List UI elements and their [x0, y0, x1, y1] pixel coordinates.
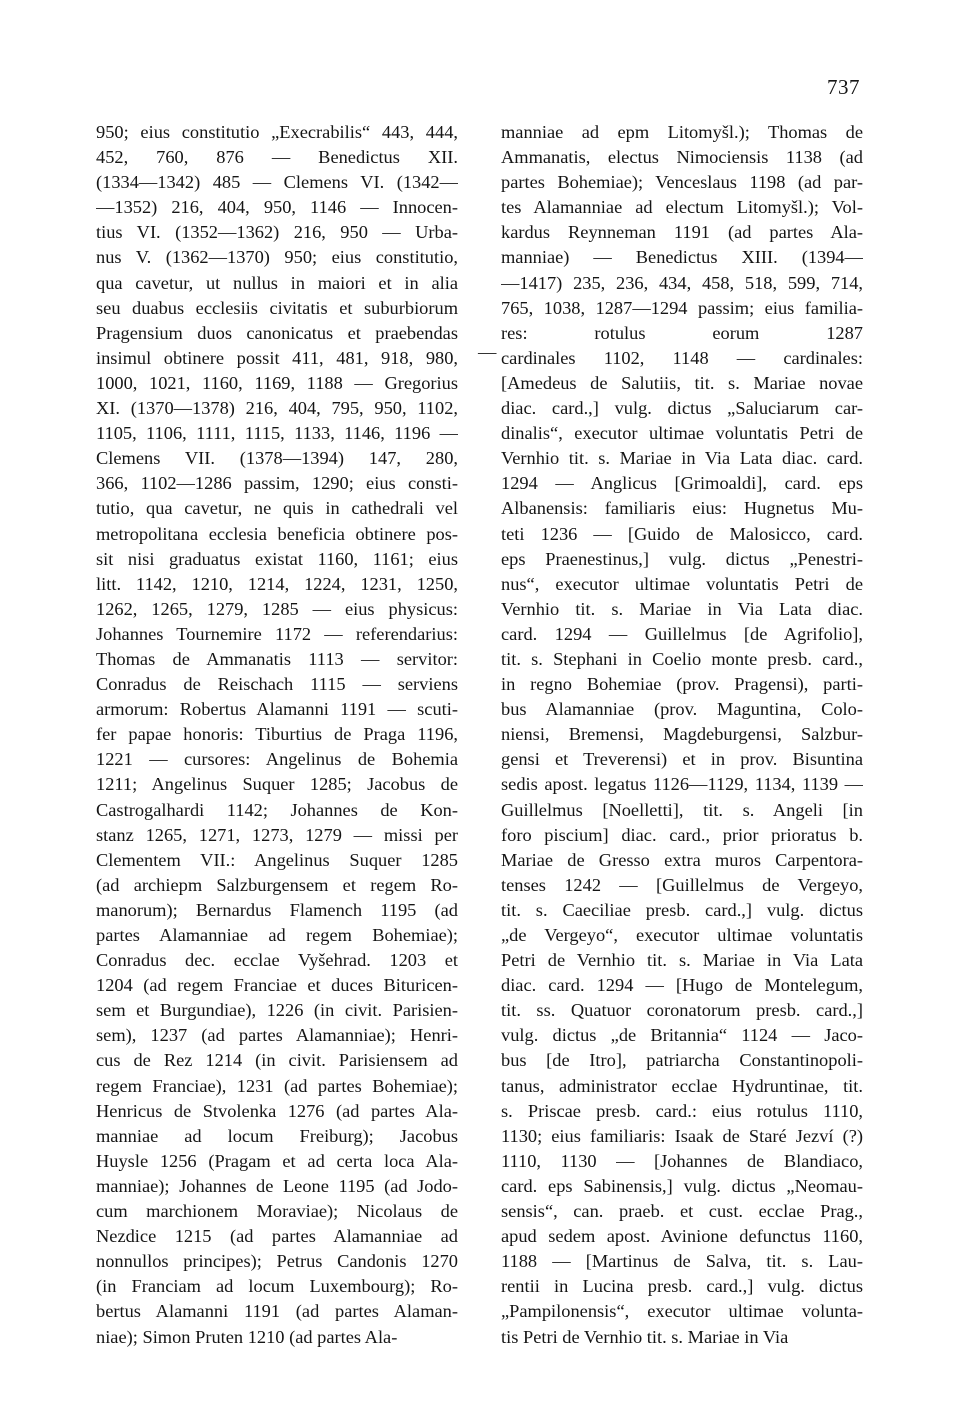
left-column-line: Pragensium duos canonicatus et praebendas	[96, 322, 458, 343]
right-column-line: 765, 1038, 1287—1294 passim; eius familia-	[501, 297, 863, 318]
left-column-line: 950; eius constitutio „Execrabilis“ 443, 444,	[96, 122, 458, 142]
right-column-line: in regno Bohemiae (prov. Pragensi), parti-	[501, 674, 863, 695]
right-column-line: manniae) — Benedictus XIII. (1394—	[501, 247, 863, 268]
left-column-line: (in Franciam ad locum Luxembourg); Ro-	[96, 1276, 458, 1297]
left-text-column	[96, 120, 458, 1350]
right-column-line: nus“, executor ultimae voluntatis Petri de	[501, 573, 863, 594]
right-column-line: Petri de Vernhio tit. s. Mariae in Via Lata	[501, 950, 863, 971]
right-column-line: Mariae de Gresso extra muros Carpentora-	[501, 849, 863, 870]
left-column-line: nus V. (1362—1370) 950; eius constitutio,	[96, 247, 458, 268]
right-column-line: tis Petri de Vernhio tit. s. Mariae in Via	[501, 1326, 789, 1347]
left-column-line: cus de Rez 1214 (in civit. Parisiensem ad	[96, 1050, 458, 1071]
right-column-line: tit. ss. Quatuor coronatorum presb. card.,]	[501, 1000, 863, 1021]
right-column-line: sedis apost. legatus 1126—1129, 1134, 1139 —	[501, 774, 863, 795]
right-column-line: diac. card. 1294 — [Hugo de Montelegum,	[501, 975, 863, 996]
left-column-line: fer papae honoris: Tiburtius de Praga 1196,	[96, 724, 458, 745]
right-column-line: Albanensis: familiaris eius: Hugnetus Mu-	[501, 498, 863, 519]
right-column-line: partes Bohemiae); Venceslaus 1198 (ad par-	[501, 172, 863, 193]
left-column-line: 1211; Angelinus Suquer 1285; Jacobus de	[96, 774, 458, 795]
right-column-line: res: rotulus eorum 1287	[501, 322, 863, 343]
left-column-line: regem Franciae), 1231 (ad partes Bohemiae);	[96, 1075, 458, 1096]
left-column-line: manniae); Johannes de Leone 1195 (ad Jodo-	[96, 1175, 458, 1196]
right-column-line: apud sedem apost. Avinione defunctus 1160,	[501, 1226, 863, 1247]
right-column-line: 1294 — Anglicus [Grimoaldi], card. eps	[501, 473, 863, 494]
right-column-line: Guillelmus [Noelletti], tit. s. Angeli [in	[501, 799, 863, 820]
right-column-line: diac. card.,] vulg. dictus „Saluciarum car-	[501, 398, 863, 419]
right-column-line: tenses 1242 — [Guillelmus de Vergeyo,	[501, 874, 863, 895]
left-column-line: metropolitana ecclesia beneficia obtinere pos-	[96, 523, 458, 544]
left-column-line: Conradus de Reischach 1115 — serviens	[96, 674, 458, 695]
left-column-line: 1204 (ad regem Franciae et duces Bituricen-	[96, 975, 458, 996]
right-text-column	[501, 120, 863, 1350]
right-column-line: gensi et Treverensi) et in prov. Bisuntina	[501, 749, 863, 770]
right-column-line: tanus, administrator ecclae Hydruntinae, tit.	[501, 1075, 863, 1096]
left-column-line: —1352) 216, 404, 950, 1146 — Innocen-	[96, 197, 458, 218]
left-column-line: tutio, qua cavetur, ne quis in cathedrali vel	[96, 498, 458, 519]
left-column-line: XI. (1370—1378) 216, 404, 795, 950, 1102,	[96, 398, 458, 419]
right-column-line: Ammanatis, electus Nimociensis 1138 (ad	[501, 147, 863, 168]
left-column-line: Clementem VII.: Angelinus Suquer 1285	[96, 849, 458, 870]
right-column-line: tit. s. Caeciliae presb. card.,] vulg. dictus	[501, 899, 863, 920]
left-column-line: bertus Alamanni 1191 (ad partes Alaman-	[96, 1301, 458, 1322]
left-column-line: manorum); Bernardus Flamench 1195 (ad	[96, 899, 458, 920]
right-column-line: cardinales 1102, 1148 — cardinales:	[501, 347, 863, 368]
right-column-line: dinalis“, executor ultimae voluntatis Petri de	[501, 423, 863, 444]
left-column-line: Johannes Tournemire 1172 — referendarius:	[96, 623, 458, 644]
margin-dash: —	[478, 342, 497, 362]
left-column-line: manniae ad locum Freiburg); Jacobus	[96, 1125, 458, 1146]
left-column-line: 1262, 1265, 1279, 1285 — eius physicus:	[96, 598, 458, 619]
right-column-line: foro piscium] diac. card., prior prioratus b.	[501, 824, 863, 845]
left-column-line: insimul obtinere possit 411, 481, 918, 980,	[96, 347, 458, 368]
right-column-line: „de Vergeyo“, executor ultimae voluntatis	[501, 925, 863, 945]
left-column-line: Huysle 1256 (Pragam et ad certa loca Ala-	[96, 1150, 458, 1171]
left-column-line: Nezdice 1215 (ad partes Alamanniae ad	[96, 1226, 458, 1247]
left-column-line: Thomas de Ammanatis 1113 — servitor:	[96, 648, 458, 669]
left-column-line: Conradus dec. ecclae Vyšehrad. 1203 et	[96, 950, 458, 971]
left-column-line: tius VI. (1352—1362) 216, 950 — Urba-	[96, 222, 458, 243]
right-column-line: teti 1236 — [Guido de Malosicco, card.	[501, 523, 863, 544]
right-column-line: manniae ad epm Litomyšl.); Thomas de	[501, 122, 863, 142]
right-column-line: niensi, Bremensi, Magdeburgensi, Salzbur-	[501, 724, 863, 745]
left-column-line: armorum: Robertus Alamanni 1191 — scuti-	[96, 699, 458, 720]
right-column-line: bus [de Itro], patriarcha Constantinopoli-	[501, 1050, 863, 1071]
left-column-line: nonnullos principes); Petrus Candonis 1270	[96, 1251, 458, 1272]
right-column-line: tit. s. Stephani in Coelio monte presb. card.,	[501, 648, 863, 669]
left-column-line: 366, 1102—1286 passim, 1290; eius consti-	[96, 473, 458, 494]
left-column-line: 452, 760, 876 — Benedictus XII.	[96, 147, 458, 168]
right-column-line: 1110, 1130 — [Johannes de Blandiaco,	[501, 1150, 863, 1171]
right-column-line: 1188 — [Martinus de Salva, tit. s. Lau-	[501, 1251, 863, 1272]
left-column-line: Castrogalhardi 1142; Johannes de Kon-	[96, 799, 458, 820]
left-column-line: sit nisi graduatus existat 1160, 1161; eius	[96, 548, 458, 569]
left-column-line: 1221 — cursores: Angelinus de Bohemia	[96, 749, 458, 770]
left-column-line: partes Alamanniae ad regem Bohemiae);	[96, 925, 458, 945]
left-column-line: (ad archiepm Salzburgensem et regem Ro-	[96, 874, 458, 895]
right-column-line: kardus Reynneman 1191 (ad partes Ala-	[501, 222, 863, 243]
right-column-line: sensis“, can. praeb. et cust. ecclae Prag.,	[501, 1201, 863, 1222]
right-column-line: —1417) 235, 236, 434, 458, 518, 599, 714,	[501, 272, 863, 293]
left-column-line: Clemens VII. (1378—1394) 147, 280,	[96, 448, 458, 469]
right-column-line: rentii in Lucina presb. card.,] vulg. dictus	[501, 1276, 863, 1297]
left-column-line: (1334—1342) 485 — Clemens VI. (1342—	[96, 172, 458, 193]
left-column-line: sem), 1237 (ad partes Alamanniae); Henri-	[96, 1025, 458, 1046]
left-column-line: 1000, 1021, 1160, 1169, 1188 — Gregorius	[96, 372, 458, 393]
right-column-line: Vernhio tit. s. Mariae in Via Lata diac.	[501, 598, 863, 619]
left-column-line: sem et Burgundiae), 1226 (in civit. Parisien-	[96, 1000, 458, 1021]
left-column-line: stanz 1265, 1271, 1273, 1279 — missi per	[96, 824, 458, 845]
right-column-line: s. Priscae presb. card.: eius rotulus 1110,	[501, 1100, 863, 1121]
left-column-line: qua cavetur, ut nullus in maiori et in alia	[96, 272, 458, 293]
right-column-line: card. eps Sabinensis,] vulg. dictus „Neomau-	[501, 1175, 863, 1196]
right-column-line: card. 1294 — Guillelmus [de Agrifolio],	[501, 623, 863, 644]
right-column-line: „Pampilonensis“, executor ultimae volunta-	[501, 1301, 863, 1322]
right-column-line: Vernhio tit. s. Mariae in Via Lata diac. card.	[501, 448, 863, 469]
left-column-line: Henricus de Stvolenka 1276 (ad partes Ala-	[96, 1100, 458, 1121]
page-number: 737	[827, 75, 860, 99]
right-column-line: vulg. dictus „de Britannia“ 1124 — Jaco-	[501, 1025, 863, 1046]
left-column-line: 1105, 1106, 1111, 1115, 1133, 1146, 1196 —	[96, 423, 458, 444]
right-column-line: [Amedeus de Salutiis, tit. s. Mariae novae	[501, 372, 863, 393]
left-column-line: litt. 1142, 1210, 1214, 1224, 1231, 1250,	[96, 573, 458, 594]
right-column-line: bus Alamanniae (prov. Maguntina, Colo-	[501, 699, 863, 720]
right-column-line: eps Praenestinus,] vulg. dictus „Penestri-	[501, 548, 863, 569]
left-column-line: seu duabus ecclesiis civitatis et suburbiorum	[96, 297, 458, 318]
right-column-line: 1130; eius familiaris: Isaak de Staré Jezví (?)	[501, 1125, 863, 1146]
left-column-line: niae); Simon Pruten 1210 (ad partes Ala-	[96, 1326, 398, 1347]
left-column-line: cum marchionem Moraviae); Nicolaus de	[96, 1201, 458, 1222]
right-column-line: tes Alamanniae ad electum Litomyšl.); Vol-	[501, 197, 863, 218]
